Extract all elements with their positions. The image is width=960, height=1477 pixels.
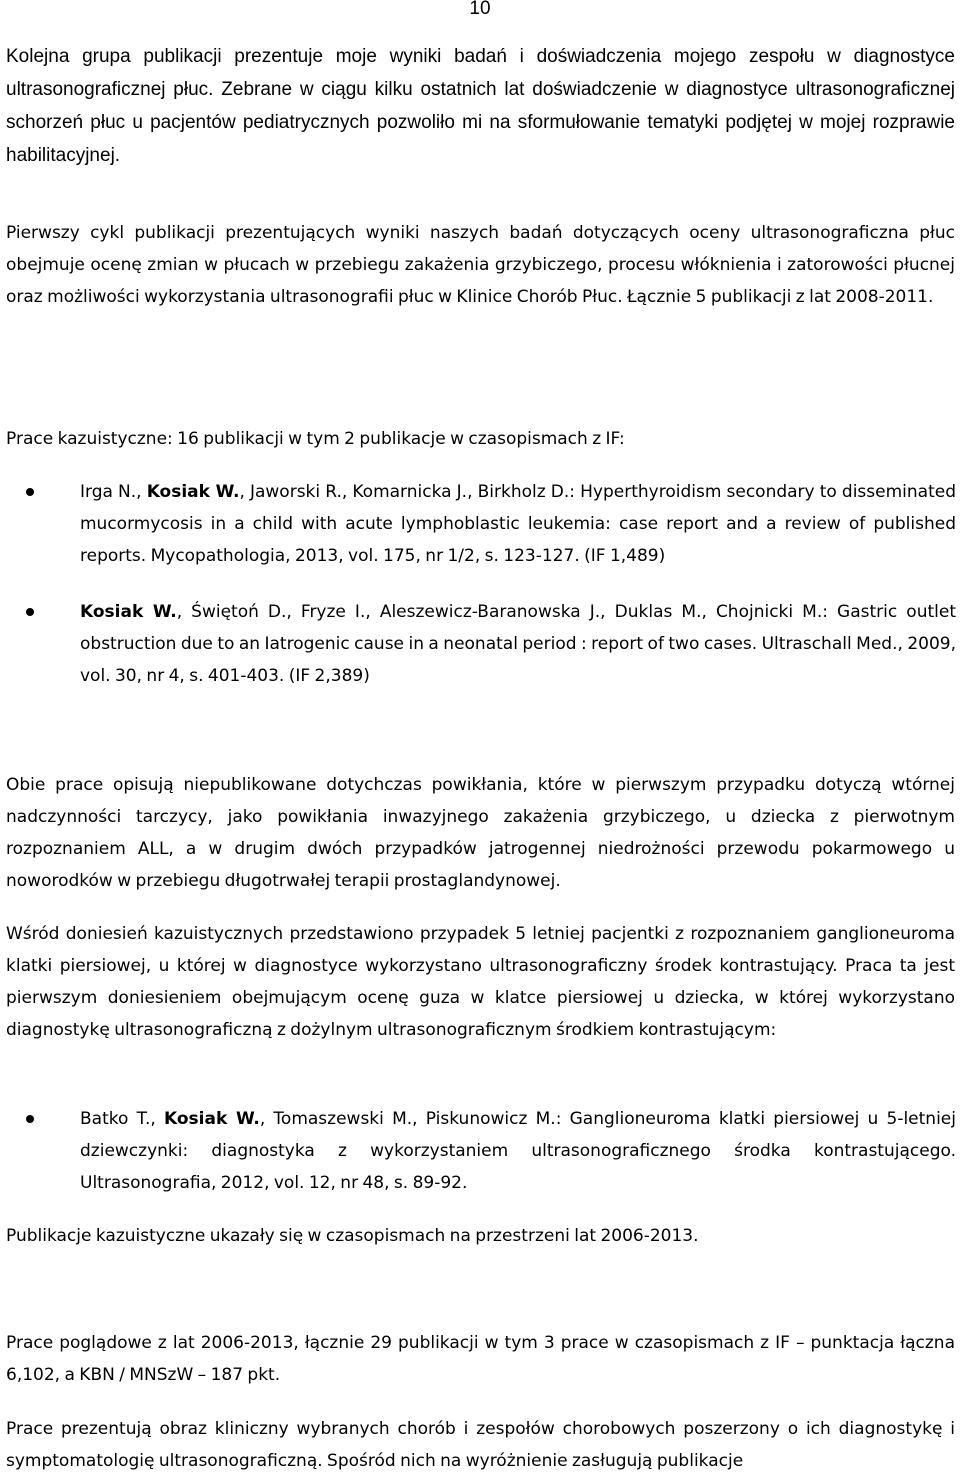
- bullet-icon: [26, 608, 34, 616]
- reference-item: [80, 476, 956, 572]
- bullet-icon: [26, 1115, 34, 1123]
- reference-author-highlight: Kosiak W.: [146, 482, 240, 502]
- bullet-icon: [26, 488, 34, 496]
- reviews-paragraph: Prace poglądowe z lat 2006-2013, łącznie 29 publikacji w tym 3 prace w czasopismach z IF – punktacja łączna 6,102, a KBN / MNSzW – 187 pkt.: [6, 1333, 955, 1385]
- reference-details: : Hyperthyroidism secondary to disseminated mucormycosis in a child with acute lymphoblastic leukemia: case report and a review of published reports. Mycopathologia, 2013, vol. 175, nr 1/2, s. 123-127. (IF 1,489): [80, 482, 956, 566]
- page-number: 10: [469, 0, 491, 19]
- reference-authors-after: , Jaworski R., Komarnicka J., Birkholz D.: [239, 482, 570, 502]
- reference-details: : Gastric outlet obstruction due to an Iatrogenic cause in a neonatal period : report of two cases. Ultraschall Med., 2009, vol. 30, nr 4, s. 401-403. (IF 2,389): [80, 602, 956, 686]
- reference-item: [80, 596, 956, 692]
- reference-authors-before: Batko T.,: [80, 1109, 164, 1129]
- reference-details: : Ganglioneuroma klatki piersiowej u 5-letniej dziewczynki: diagnostyka z wykorzystaniem ultrasonograficznego środka kontrastującego. Ultrasonografia, 2012, vol. 12, nr 48, s. 89-92.: [80, 1109, 956, 1193]
- reference-authors-after: , Tomaszewski M., Piskunowicz M.: [259, 1109, 556, 1129]
- reference-authors-before: Irga N.,: [80, 482, 147, 502]
- reference-authors-after: , Świętoń D., Fryze I., Aleszewicz-Baranowska J., Duklas M., Chojnicki M.: [176, 602, 823, 622]
- first-cycle-paragraph: Pierwszy cykl publikacji prezentujących wyniki naszych badań dotyczących oceny ultrasonograficzna płuc obejmuje ocenę zmian w płucach w przebiegu zakażenia grzybiczego, procesu włóknienia i zatorowości płucnej oraz możliwości wykorzystania ultrasonografii płuc w Klinice Chorób Płuc. Łącznie 5 publikacji z lat 2008-2011.: [6, 223, 955, 307]
- ganglioneuroma-paragraph: Wśród doniesień kazuistycznych przedstawiono przypadek 5 letniej pacjentki z rozpoznaniem ganglioneuroma klatki piersiowej, u której w diagnostyce wykorzystano ultrasonograficzny środek kontrastujący. Praca ta jest pierwszym doniesieniem obejmującym ocenę guza w klatce piersiowej u dziecka, w której wykorzystano diagnostykę ultrasonograficzną z dożylnym ultrasonograficznym środkiem kontrastującym:: [6, 924, 955, 1040]
- reference-author-highlight: Kosiak W.: [80, 602, 177, 622]
- years-paragraph: Publikacje kazuistyczne ukazały się w czasopismach na przestrzeni lat 2006-2013.: [6, 1226, 699, 1246]
- reference-author-highlight: Kosiak W.: [163, 1109, 260, 1129]
- clinical-paragraph: Prace prezentują obraz kliniczny wybranych chorób i zespołów chorobowych poszerzony o ich diagnostykę i symptomatologię ultrasonograficzną. Spośród nich na wyróżnienie zasługują publikacje: [6, 1419, 955, 1471]
- case-reports-header: Prace kazuistyczne: 16 publikacji w tym 2 publikacje w czasopismach z IF:: [6, 429, 625, 449]
- intro-paragraph: Kolejna grupa publikacji prezentuje moje wyniki badań i doświadczenia mojego zespołu w diagnostyce ultrasonograficznej płuc. Zebrane w ciągu kilku ostatnich lat doświadczenie w diagnostyce ultrasonograficznej schorzeń płuc u pacjentów pediatrycznych pozwoliło mi na sformułowanie tematyki podjętej w mojej rozprawie habilitacyjnej.: [6, 46, 955, 166]
- complications-paragraph: Obie prace opisują niepublikowane dotychczas powikłania, które w pierwszym przypadku dotyczą wtórnej nadczynności tarczycy, jako powikłania inwazyjnego zakażenia grzybiczego, u dziecka z pierwotnym rozpoznaniem ALL, a w drugim dwóch przypadków jatrogennej niedrożności przewodu pokarmowego u noworodków w przebiegu długotrwałej terapii prostaglandynowej.: [6, 775, 955, 891]
- reference-item: [80, 1103, 956, 1199]
